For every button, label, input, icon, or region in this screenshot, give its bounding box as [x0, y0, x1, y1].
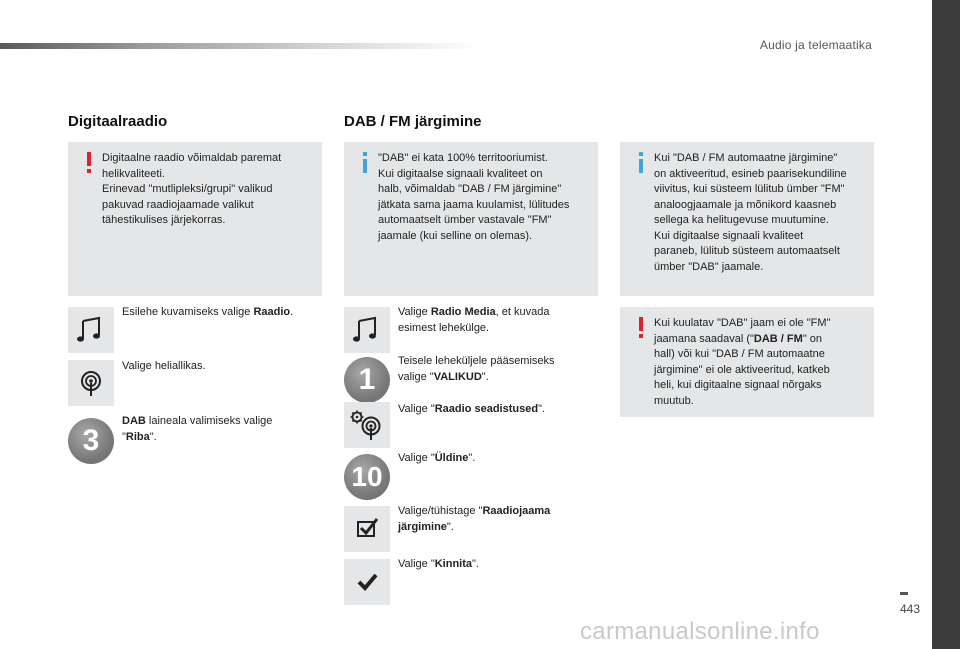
music-note-icon [344, 307, 390, 353]
checkbox-icon [344, 506, 390, 552]
header-gradient-bar [0, 43, 480, 49]
checkmark-icon [344, 559, 390, 605]
info-icon [636, 152, 646, 174]
heading-digitaalraadio: Digitaalraadio [68, 113, 168, 130]
step-select-radio: Esilehe kuvamiseks valige Raadio. [122, 306, 294, 318]
info-note-automatic-following [620, 142, 874, 296]
note-text: Kui "DAB / FM automaatne järgimine" on aktiveeritud, esineb paarisekundiline viivitus, kui süsteem lülitub ümber "FM" analoogjaamale ja mõnikord kaasneb sellega ka helitugevuse muutumine. Kui digitaalse signaali kvaliteet paraneb, lülitub süsteem automaatselt ümber "DAB" jaamale. [654, 152, 847, 273]
step-select-options: Teisele leheküljele pääsemiseks valige "VALIKUD". [398, 355, 555, 383]
heading-dab-fm: DAB / FM järgimine [344, 113, 482, 130]
page-number: 443 [899, 602, 920, 616]
watermark: carmanualsonline.info [580, 618, 820, 645]
section-title: Audio ja telemaatika [759, 38, 872, 52]
warning-icon [84, 152, 94, 174]
step-select-radio-media: Valige Radio Media, et kuvada esimest lehekülge. [398, 306, 550, 334]
step-select-source: Valige heliallikas. [122, 360, 206, 372]
note-text: Digitaalne raadio võimaldab paremat helikvaliteeti. Erinevad "mutlipleksi/grupi" valikud pakuvad raadiojaamade valikut tähestikulises järjekorras. [102, 152, 282, 226]
step-confirm: Valige "Kinnita". [398, 558, 479, 570]
note-text: Kui kuulatav "DAB" jaam ei ole "FM" jaamana saadaval ("DAB / FM" on hall) või kui "DAB / FM automaatne järgimine" ei ole aktiveeritud, katkeb heli, kui digitaalne signaal nõrgaks muutub. [654, 317, 831, 407]
info-note-dab-coverage [344, 142, 598, 296]
page-marker [900, 592, 908, 595]
step-radio-settings: Valige "Raadio seadistused". [398, 403, 546, 415]
step-number-badge-10: 10 [344, 454, 390, 500]
step-general: Valige "Üldine". [398, 452, 476, 464]
warning-icon [636, 317, 646, 339]
note-text: "DAB" ei kata 100% territooriumist. Kui digitaalse signaali kvaliteet on halb, võimaldab "DAB / FM järgimine" jätkata sama jaama kuulamist, lülitudes automaatselt ümber vastavale "FM" jaamale (kui selline on olemas). [378, 152, 570, 242]
step-station-following: Valige/tühistage "Raadiojaama järgimine". [398, 505, 551, 533]
warning-note-fm-unavailable [620, 307, 874, 417]
info-icon [360, 152, 370, 174]
warning-note-digital-radio [68, 142, 322, 296]
chapter-side-tab [932, 0, 960, 649]
music-note-icon [68, 307, 114, 353]
radio-source-icon [68, 360, 114, 406]
step-number-badge-3: 3 [68, 418, 114, 464]
step-number-badge-1: 1 [344, 357, 390, 403]
step-select-band: DAB laineala valimiseks valige "Riba". [122, 415, 273, 443]
radio-settings-icon [344, 402, 390, 448]
